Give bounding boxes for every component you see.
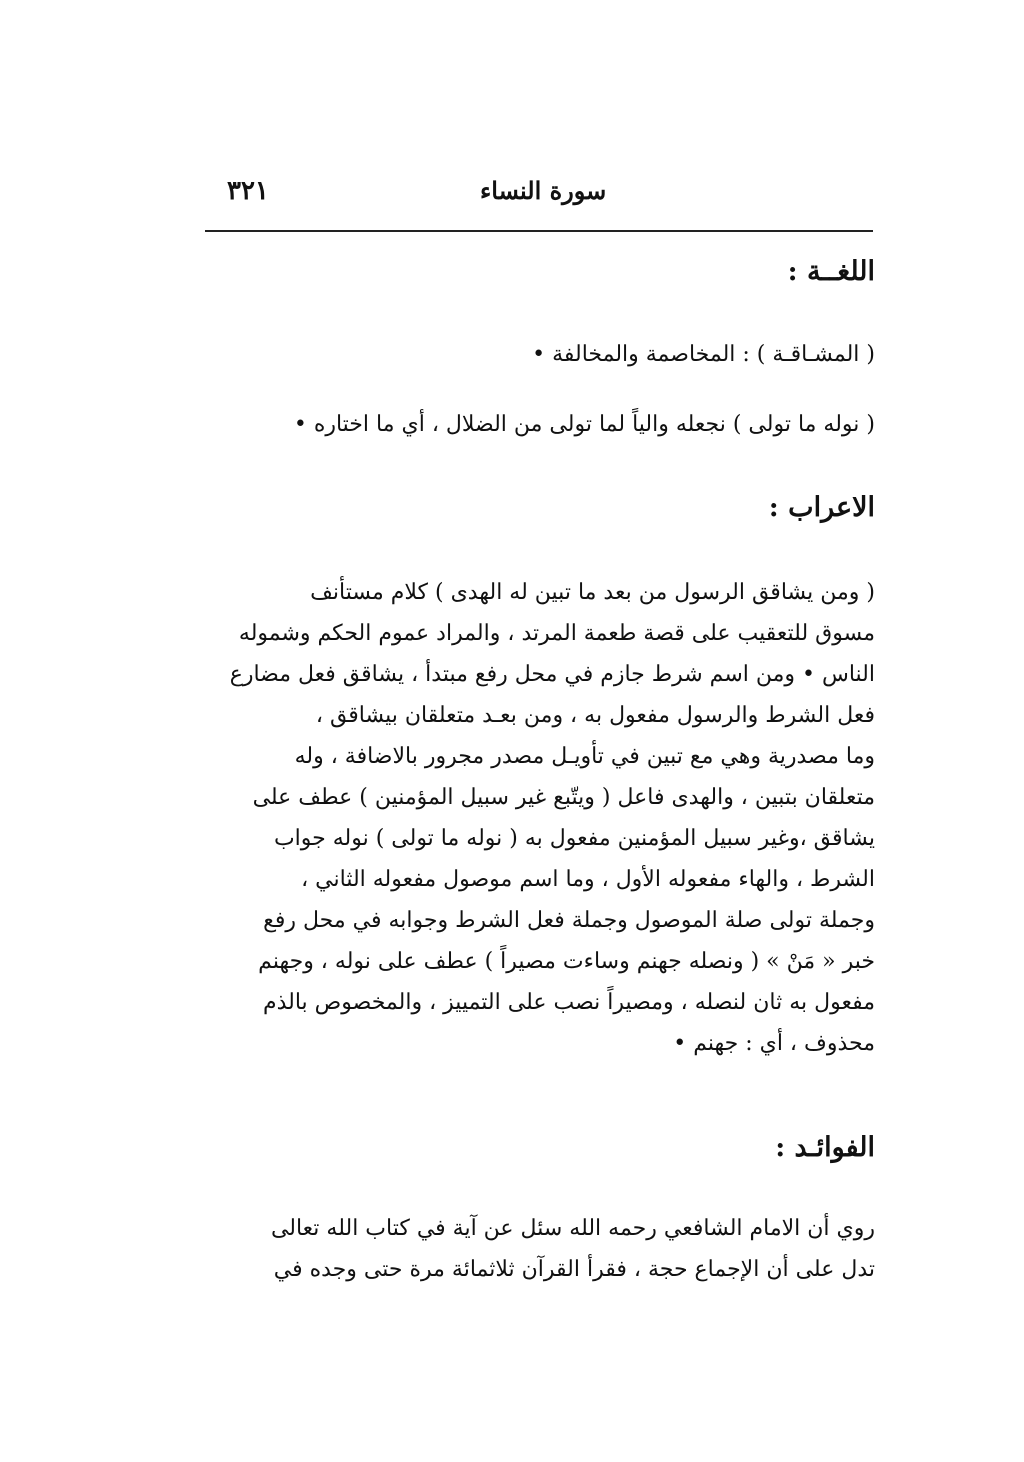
lugha-body — [205, 334, 875, 375]
irab-line: وجملة تولى صلة الموصول وجملة فعل الشرط وجوابه في محل رفع — [263, 908, 875, 933]
section-heading-fawaid: الفوائـد : — [775, 1132, 875, 1163]
irab-line: محذوف ، أي : جهنم • — [673, 1031, 875, 1056]
irab-line: مفعول به ثان لنصله ، ومصيراً نصب على التمييز ، والمخصوص بالذم — [262, 990, 875, 1015]
section-lugha — [205, 252, 875, 292]
lugha-line: ( المشـاقـة ) : المخاصمة والمخالفة • — [532, 342, 875, 367]
irab-line: يشاقق ،وغير سبيل المؤمنين مفعول به ( نوله ما تولى ) نوله جواب — [273, 826, 875, 851]
irab-line: وما مصدرية وهي مع تبين في تأويـل مصدر مجرور بالاضافة ، وله — [294, 744, 875, 769]
section-heading-irab: الاعراب : — [768, 492, 875, 523]
lugha-line: ( نوله ما تولى ) نجعله والياً لما تولى من الضلال ، أي ما اختاره • — [293, 412, 875, 437]
irab-line: فعل الشرط والرسول مفعول به ، ومن بعـد متعلقان بيشاقق ، — [315, 703, 875, 728]
fawaid-body — [205, 1208, 875, 1290]
irab-line: ( ومن يشاقق الرسول من بعد ما تبين له الهدى ) كلام مستأنف — [310, 580, 875, 605]
irab-line: مسوق للتعقيب على قصة طعمة المرتد ، والمراد عموم الحكم وشموله — [238, 621, 875, 646]
irab-line: الشرط ، والهاء مفعوله الأول ، وما اسم موصول مفعوله الثاني ، — [301, 867, 875, 892]
section-heading-lugha: اللغــة : — [787, 256, 875, 287]
page-number: ٣٢١ — [227, 176, 269, 206]
irab-line: متعلقان بتبين ، والهدى فاعل ( ويتّبع غير سبيل المؤمنين ) عطف على — [252, 785, 875, 810]
irab-line: خبر « مَنْ » ( ونصله جهنم وساءت مصيراً ) عطف على نوله ، وجهنم — [258, 949, 875, 974]
header-rule — [205, 230, 873, 232]
irab-line: الناس • ومن اسم شرط جازم في محل رفع مبتدأ ، يشاقق فعل مضارع — [229, 662, 875, 687]
fawaid-line: تدل على أن الإجماع حجة ، فقرأ القرآن ثلاثمائة مرة حتى وجده في — [273, 1257, 875, 1282]
fawaid-line: روي أن الامام الشافعي رحمه الله سئل عن آية في كتاب الله تعالى — [270, 1216, 875, 1241]
section-irab — [205, 488, 875, 528]
section-fawaid — [205, 1128, 875, 1168]
running-title: سورة النساء — [480, 176, 607, 205]
lugha-body-2 — [205, 404, 875, 445]
irab-body — [205, 572, 875, 1064]
page-header — [205, 170, 875, 210]
